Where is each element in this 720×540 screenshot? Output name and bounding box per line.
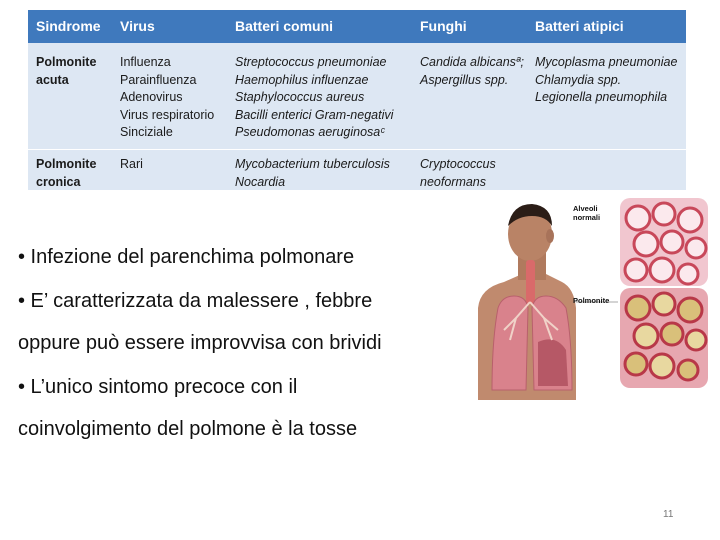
row-separator bbox=[28, 149, 686, 150]
bullet-line-1: • Infezione del parenchima polmonare bbox=[18, 246, 355, 268]
header-virus: Virus bbox=[120, 18, 155, 34]
label-normal-alveoli: Alveoli normali bbox=[573, 204, 601, 222]
header-batteri-comuni: Batteri comuni bbox=[235, 18, 334, 34]
row1-fungi: Candida albicansª; Aspergillus spp. bbox=[420, 55, 524, 87]
header-batteri-atipici: Batteri atipici bbox=[535, 18, 624, 34]
header-funghi: Funghi bbox=[420, 18, 467, 34]
bullet-line-4: • L’unico sintomo precoce con il bbox=[18, 376, 298, 398]
row2-virus: Rari bbox=[120, 157, 143, 171]
row2-common-bacteria: Mycobacterium tuberculosis Nocardia bbox=[235, 157, 390, 189]
bullet-line-2: • E’ caratterizzata da malessere , febbre bbox=[18, 290, 373, 312]
label-pneumonia: Polmonite bbox=[573, 296, 610, 305]
page-number: 11 bbox=[663, 509, 674, 520]
table-header-row bbox=[28, 10, 686, 43]
bullet-line-5: coinvolgimento del polmone è la tosse bbox=[18, 418, 358, 440]
header-sindrome: Sindrome bbox=[36, 18, 101, 34]
row2-syndrome: Polmonite cronica bbox=[36, 157, 97, 189]
bullet-line-3: oppure può essere improvvisa con brividi bbox=[18, 332, 382, 354]
row1-syndrome: Polmonite acuta bbox=[36, 55, 97, 87]
row2-fungi: Cryptococcus neoformans bbox=[420, 157, 496, 189]
pneumonia-illustration bbox=[470, 190, 710, 400]
row1-common-bacteria: Streptococcus pneumoniae Haemophilus influenzae Staphylococcus aureus Bacilli enterici Gram-negativi Pseudomonas aeruginosaᶜ bbox=[235, 55, 394, 140]
row1-virus: Influenza Parainfluenza Adenovirus Virus respiratorio Sinciziale bbox=[120, 55, 215, 140]
pneumonia-table bbox=[28, 10, 686, 190]
row1-atypical-bacteria: Mycoplasma pneumoniae Chlamydia spp. Legionella pneumophila bbox=[535, 55, 678, 105]
